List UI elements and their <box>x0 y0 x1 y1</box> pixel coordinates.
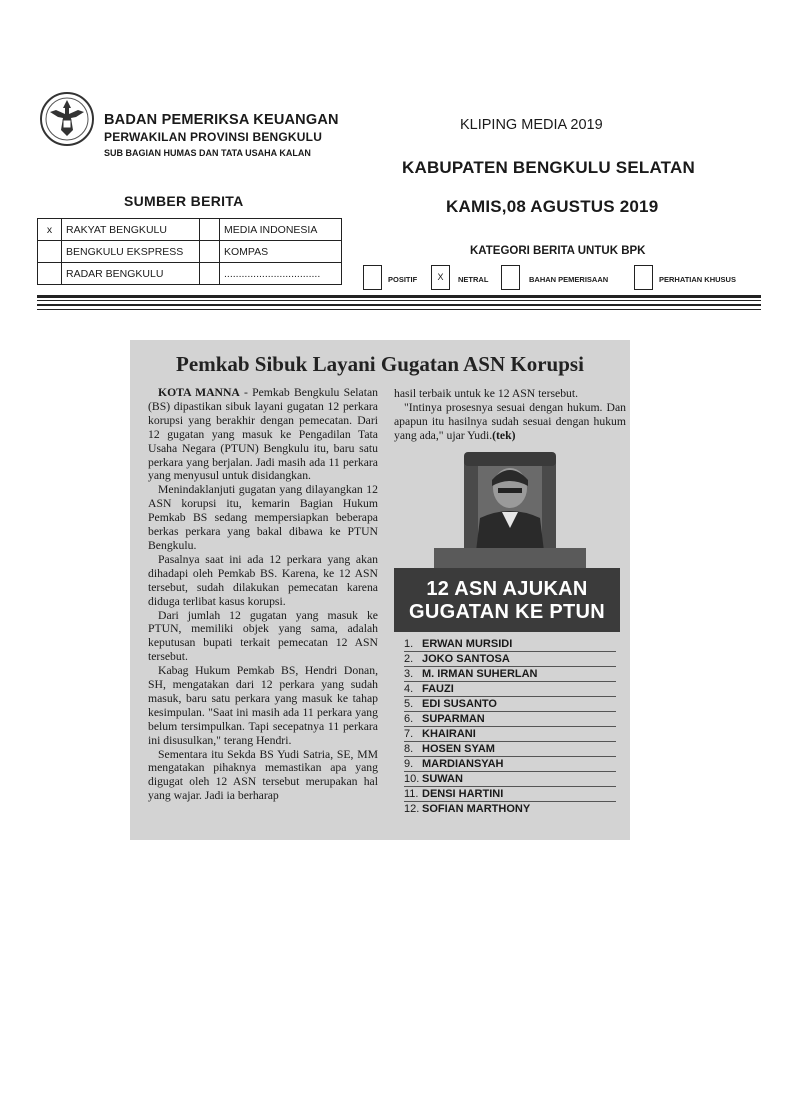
article-paragraph <box>394 401 626 443</box>
positif-label: POSITIF <box>388 275 418 284</box>
name-list-item <box>404 682 616 697</box>
date-label: KAMIS,08 AGUSTUS 2019 <box>446 197 659 216</box>
name-list-item <box>404 667 616 682</box>
name-text: SOFIAN MARTHONY <box>422 803 531 815</box>
sumber-checkbox <box>200 241 220 263</box>
article-headline: Pemkab Sibuk Layani Gugatan ASN Korupsi <box>176 352 584 376</box>
sumber-row <box>38 241 342 263</box>
name-list-item <box>404 742 616 757</box>
name-number: 1. <box>404 638 414 650</box>
name-list-item <box>404 802 616 817</box>
name-list-item <box>404 637 616 652</box>
name-list-item <box>404 652 616 667</box>
name-text: KHAIRANI <box>422 728 476 740</box>
name-number: 12. <box>404 803 420 815</box>
name-number: 10. <box>404 773 420 785</box>
sumber-name: RADAR BENGKULU <box>62 263 200 285</box>
name-list-item <box>404 787 616 802</box>
sumber-name: ................................. <box>220 263 342 285</box>
sumber-checkbox <box>38 263 62 285</box>
perhatian-label: PERHATIAN KHUSUS <box>659 275 736 284</box>
divider <box>37 309 761 310</box>
name-list-item <box>404 697 616 712</box>
article-paragraph: Menindaklanjuti gugatan yang dilayangkan 12 ASN korupsi itu, kemarin Bagian Hukum Pemkab BS sedang mempersiapkan beberapa berkas perkara yang bakal dibawa ke PTUN Bengkulu. <box>148 483 378 552</box>
kliping-label: KLIPING MEDIA 2019 <box>460 117 603 133</box>
infobox-title-line2: GUGATAN KE PTUN <box>409 601 605 623</box>
sumber-checkbox: x <box>38 219 62 241</box>
name-text: JOKO SANTOSA <box>422 653 510 665</box>
article-paragraph: Kabag Hukum Pemkab BS, Hendri Donan, SH, mengatakan dari 12 perkara yang sudah masuk, baru satu perkara yang masuk ke tahap kesimpulan. "Saat ini masih ada 11 perkara yang belum tersimpulkan. Tapi secepatnya 11 perkara ini disusulkan," terang Hendri. <box>148 664 378 747</box>
name-number: 11. <box>404 788 419 800</box>
divider <box>37 304 761 306</box>
sumber-berita-table <box>37 218 342 285</box>
name-list-item <box>404 772 616 787</box>
org-name-line1: BADAN PEMERIKSA KEUANGAN <box>104 112 339 128</box>
article-dateline: KOTA MANNA <box>158 386 240 399</box>
sumber-row <box>38 219 342 241</box>
article-paragraph: Dari jumlah 12 gugatan yang masuk ke PTUN, memiliki objek yang sama, adalah keputusan bupati terkait pemecatan 12 ASN tersebut. <box>148 608 378 664</box>
positif-checkbox <box>363 265 382 290</box>
name-text: SUPARMAN <box>422 713 485 725</box>
netral-checkbox: X <box>431 265 450 290</box>
bahan-label: BAHAN PEMERISAAN <box>529 275 609 284</box>
name-text: MARDIANSYAH <box>422 758 504 770</box>
article-paragraph: hasil terbaik untuk ke 12 ASN tersebut. <box>394 387 579 400</box>
sumber-berita-title: SUMBER BERITA <box>124 193 244 209</box>
name-text: ERWAN MURSIDI <box>422 638 513 650</box>
kabupaten-label: KABUPATEN BENGKULU SELATAN <box>402 158 695 177</box>
bpk-garuda-emblem-icon <box>38 90 96 148</box>
name-list-item <box>404 757 616 772</box>
judge-illustration <box>394 448 626 568</box>
article-paragraph <box>148 386 378 483</box>
article-column-right <box>394 387 626 443</box>
sumber-name: RAKYAT BENGKULU <box>62 219 200 241</box>
org-name-line2: PERWAKILAN PROVINSI BENGKULU <box>104 130 323 144</box>
sumber-checkbox <box>200 219 220 241</box>
name-number: 4. <box>404 683 414 695</box>
name-number: 7. <box>404 728 414 740</box>
name-list-item <box>404 727 616 742</box>
sumber-checkbox <box>200 263 220 285</box>
name-number: 8. <box>404 743 414 755</box>
divider <box>37 295 761 298</box>
name-text: SUWAN <box>422 773 463 785</box>
article-tag: (tek) <box>492 428 516 442</box>
article-paragraph: Sementara itu Sekda BS Yudi Satria, SE, MM mengatakan pihaknya memastikan apa yang digugat oleh 12 ASN tersebut merupakan hal yang wajar. Jadi ia berharap <box>148 747 378 803</box>
name-text: M. IRMAN SUHERLAN <box>422 668 538 680</box>
name-number: 2. <box>404 653 414 665</box>
sumber-name: KOMPAS <box>220 241 342 263</box>
name-list-item <box>404 712 616 727</box>
name-text: FAUZI <box>422 683 454 695</box>
name-text: EDI SUSANTO <box>422 698 497 710</box>
name-number: 9. <box>404 758 414 770</box>
kategori-title: KATEGORI BERITA UNTUK BPK <box>470 245 646 257</box>
perhatian-checkbox <box>634 265 653 290</box>
sumber-checkbox <box>38 241 62 263</box>
name-text: HOSEN SYAM <box>422 743 495 755</box>
name-number: 6. <box>404 713 414 725</box>
sumber-name: MEDIA INDONESIA <box>220 219 342 241</box>
divider <box>37 300 761 301</box>
article-column-left <box>148 386 378 803</box>
infobox-title-line1: 12 ASN AJUKAN <box>426 578 588 600</box>
sumber-name: BENGKULU EKSPRESS <box>62 241 200 263</box>
name-number: 5. <box>404 698 414 710</box>
name-number: 3. <box>404 668 414 680</box>
netral-label: NETRAL <box>458 275 489 284</box>
sumber-row <box>38 263 342 285</box>
article-paragraph: Pasalnya saat ini ada 12 perkara yang akan dihadapi oleh Pemkab BS. Karena, ke 12 ASN tersebut, sudah dilakukan pemecatan karena diduga terlibat kasus korupsi. <box>148 552 378 608</box>
article-text: "Intinya prosesnya sesuai dengan hukum. Dan apapun itu hasilnya sudah sesuai dengan hukum yang ada," ujar Yudi. <box>394 400 626 442</box>
article-text: - Pemkab Bengkulu Selatan (BS) dipastikan sibuk layani gugatan 12 perkara korupsi yang berakhir dengan pemecatan. Dari 12 gugatan yang masuk ke Pengadilan Tata Usaha Negara (PTUN) Bengkulu itu, baru satu perkara yang berjalan. Jadi masih ada 11 perkara yang menyusul untuk disidangkan. <box>148 386 378 483</box>
org-name-line3: SUB BAGIAN HUMAS DAN TATA USAHA KALAN <box>104 148 311 158</box>
bahan-checkbox <box>501 265 520 290</box>
name-text: DENSI HARTINI <box>422 788 504 800</box>
